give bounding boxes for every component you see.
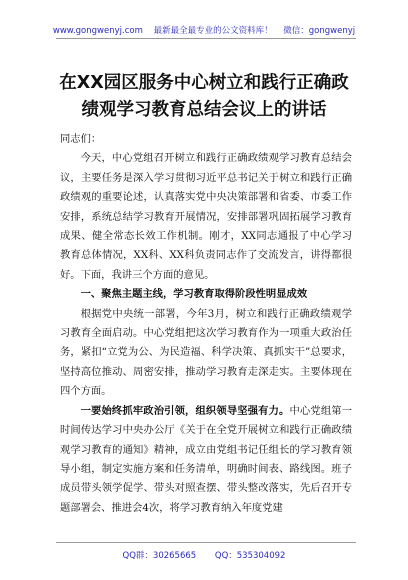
salutation: 同志们： xyxy=(60,133,102,145)
footer-divider xyxy=(56,542,356,543)
footer-qq: QQ：535304092 xyxy=(214,551,286,561)
paragraph-3-text: 中心党组第一时间传达学习中央办公厅《关于在全党开展树立和践行正确政绩观学习教育的通知》精神，成立由党组书记任组长的学习教育领导小组，制定实施方案和任务清单，明确时间表、路线图。班子成员带头领学促学、带头对照查摆、带头整改落实，先后召开专题部署会、推进会4次，将学习教育纳入年度党建 xyxy=(60,404,353,514)
header-divider xyxy=(56,38,356,39)
paragraph-2: 根据党中央统一部署，今年3月，树立和践行正确政绩观学习教育全面启动。中心党组把这次学习教育作为一项重大政治任务，紧扣“立党为公、为民造福、科学决策、真抓实干”总要求，坚持高位推动、周密安排，推动学习教育走深走实。主要体现在四个方面。 xyxy=(60,307,352,398)
page-header xyxy=(0,24,408,36)
footer-qq-group: QQ群：30265665 xyxy=(122,551,197,561)
header-site-link[interactable]: www.gongwenyj.com xyxy=(52,26,143,36)
document-title: 在XX园区服务中心树立和践行正确政绩观学习教育总结会议上的讲话 xyxy=(59,73,349,120)
document-body xyxy=(60,130,352,518)
paragraph-3 xyxy=(60,402,352,518)
page-footer xyxy=(0,549,408,561)
section-heading-1: 一、聚焦主题主线，学习教育取得阶段性明显成效 xyxy=(80,288,308,301)
paragraph-3-lead: 一要始终抓牢政治引领，组织领导坚强有力。 xyxy=(80,404,290,417)
paragraph-1: 今天，中心党组召开树立和践行正确政绩观学习教育总结会议，主要任务是深入学习贯彻习近平总书记关于树立和践行正确政绩观的重要论述，认真落实党中央决策部署和省委、市委工作安排，系统总结学习教育开展情况，安排部署巩固拓展学习教育成果、健全常态长效工作机制。刚才，XX同志通报了中心学习教育总体情况，XX科、XX科负责同志作了交流发言，讲得都很好。下面，我讲三个方面的意见。 xyxy=(60,152,352,281)
header-slogan: 最新最全最专业的公文资料库！ xyxy=(153,26,273,36)
header-wechat: 微信：gongwenyj xyxy=(283,26,356,36)
